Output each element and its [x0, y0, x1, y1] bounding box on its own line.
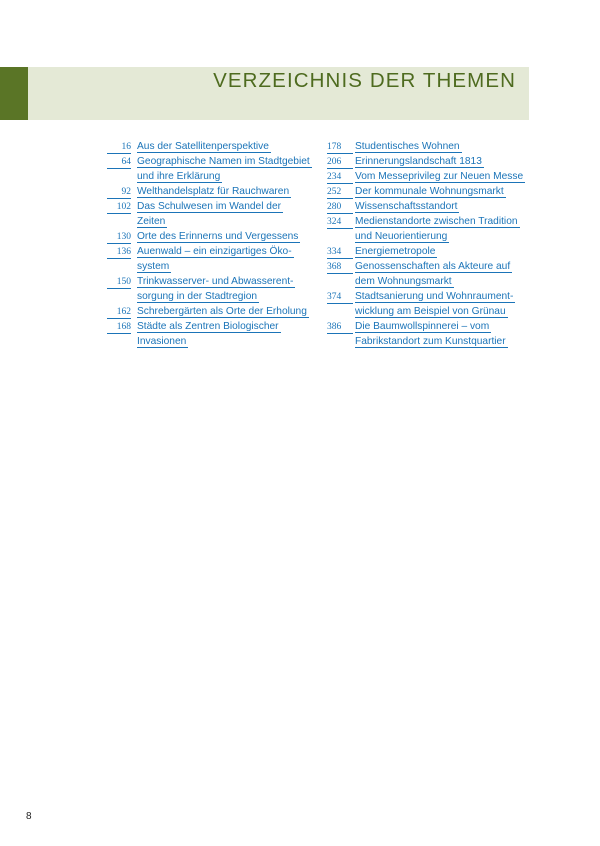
- toc-entry-title-text: Vom Messeprivileg zur Neuen Messe: [355, 171, 524, 182]
- toc-entry-title-text: Studentisches Wohnen: [355, 141, 460, 152]
- toc-entry-title-line: [355, 304, 530, 319]
- toc-entry-title-line: [355, 214, 530, 229]
- page-number: 8: [26, 811, 32, 822]
- toc-entry-title-text: und ihre Erklärung: [137, 171, 221, 182]
- toc-entry-title-line: [137, 229, 317, 244]
- toc-page-number: 16: [107, 139, 131, 154]
- toc-entry-title-text: Erinnerungslandschaft 1813: [355, 156, 482, 167]
- toc-entry-title-text: Medienstandorte zwischen Tradition: [355, 216, 518, 227]
- toc-column-left: [107, 139, 317, 349]
- toc-entry-title-line: [355, 289, 530, 304]
- toc-page-number: 92: [107, 184, 131, 199]
- toc-entry-title-line: [355, 334, 530, 349]
- toc-entry-title-line: [355, 169, 530, 184]
- toc-entry[interactable]: [107, 199, 317, 229]
- toc-entry-title-line: [137, 199, 317, 214]
- toc-entry-title-text: Invasionen: [137, 336, 187, 347]
- toc-page-number: 252: [327, 184, 353, 199]
- toc-entry-title-line: [137, 289, 317, 304]
- toc-page-number: 168: [107, 319, 131, 334]
- toc-entry[interactable]: [325, 214, 530, 244]
- toc-entry-title-line: [137, 154, 317, 169]
- toc-page-number: 102: [107, 199, 131, 214]
- toc-entry-title-line: [137, 169, 317, 184]
- toc-page-number: 64: [107, 154, 131, 169]
- toc-entry-title-text: und Neuorientierung: [355, 231, 448, 242]
- toc-entry-title-text: Trinkwasserver- und Abwasserent-: [137, 276, 294, 287]
- toc-entry-title-text: Stadtsanierung und Wohnraument-: [355, 291, 514, 302]
- toc-entry-title-text: Städte als Zentren Biologischer: [137, 321, 279, 332]
- toc-entry-title-line: [355, 199, 530, 214]
- toc-entry-title-text: Genossenschaften als Akteure auf: [355, 261, 511, 272]
- toc-entry-title-line: [355, 154, 530, 169]
- toc-entry-title-text: Schrebergärten als Orte der Erholung: [137, 306, 307, 317]
- toc-entry-title-text: wicklung am Beispiel von Grünau: [355, 306, 506, 317]
- toc-entry-title-line: [355, 139, 530, 154]
- toc-entry[interactable]: [107, 229, 317, 244]
- toc-entry[interactable]: [107, 319, 317, 349]
- toc-entry-title-text: Zeiten: [137, 216, 166, 227]
- toc-entry-title-line: [355, 229, 530, 244]
- toc-entry-title-line: [355, 274, 530, 289]
- toc-entry-title-line: [137, 274, 317, 289]
- toc-page-number: 234: [327, 169, 353, 184]
- toc-entry-title-text: Fabrikstandort zum Kunstquartier: [355, 336, 506, 347]
- toc-entry-title-line: [355, 184, 530, 199]
- toc-entry-title-text: Orte des Erinnerns und Vergessens: [137, 231, 299, 242]
- toc-page-number: 368: [327, 259, 353, 274]
- toc-entry[interactable]: [107, 304, 317, 319]
- toc-entry-title-line: [355, 259, 530, 274]
- toc-entry[interactable]: [325, 139, 530, 154]
- toc-page-number: 178: [327, 139, 353, 154]
- toc-entry-title-line: [355, 244, 530, 259]
- toc-column-right: [325, 139, 530, 349]
- toc-entry-title-line: [137, 244, 317, 259]
- toc-entry[interactable]: [107, 244, 317, 274]
- toc-entry-title-line: [137, 304, 317, 319]
- toc-page-number: 386: [327, 319, 353, 334]
- toc-entry-title-line: [137, 334, 317, 349]
- toc-page-number: 162: [107, 304, 131, 319]
- toc-entry[interactable]: [107, 184, 317, 199]
- toc-entry[interactable]: [325, 289, 530, 319]
- toc-entry[interactable]: [107, 154, 317, 184]
- toc-entry[interactable]: [325, 259, 530, 289]
- toc-entry[interactable]: [107, 274, 317, 304]
- toc-entry-title-text: system: [137, 261, 170, 272]
- toc-entry[interactable]: [325, 154, 530, 169]
- toc-entry-title-text: dem Wohnungsmarkt: [355, 276, 452, 287]
- toc-entry-title-line: [137, 139, 317, 154]
- toc-entry[interactable]: [325, 319, 530, 349]
- toc-entry[interactable]: [325, 199, 530, 214]
- toc-entry-title-line: [137, 319, 317, 334]
- toc-page-number: 280: [327, 199, 353, 214]
- toc-entry[interactable]: [325, 184, 530, 199]
- toc-entry-title-text: Energiemetropole: [355, 246, 436, 257]
- toc-entry-title-text: Der kommunale Wohnungsmarkt: [355, 186, 504, 197]
- toc-entry-title-text: Auenwald – ein einzigartiges Öko-: [137, 246, 292, 257]
- toc-entry-title-line: [137, 184, 317, 199]
- toc-entry-title-text: Wissenschaftsstandort: [355, 201, 458, 212]
- toc-entry-title-text: Geographische Namen im Stadtgebiet: [137, 156, 310, 167]
- toc-entry[interactable]: [325, 169, 530, 184]
- toc-entry-title-text: sorgung in der Stadtregion: [137, 291, 258, 302]
- toc-page-number: 136: [107, 244, 131, 259]
- toc-entry[interactable]: [325, 244, 530, 259]
- toc-page-number: 374: [327, 289, 353, 304]
- toc-entry-title-text: Aus der Satellitenperspektive: [137, 141, 269, 152]
- toc-entry-title-text: Welthandelsplatz für Rauchwaren: [137, 186, 290, 197]
- toc-entry-title-line: [137, 259, 317, 274]
- page-title: VERZEICHNIS DER THEMEN: [213, 69, 516, 92]
- toc-page-number: 130: [107, 229, 131, 244]
- toc-page-number: 324: [327, 214, 353, 229]
- toc-entry[interactable]: [107, 139, 317, 154]
- title-accent-bar: [0, 67, 28, 120]
- toc-page-number: 150: [107, 274, 131, 289]
- toc-entry-title-line: [137, 214, 317, 229]
- toc-entry-title-line: [355, 319, 530, 334]
- toc-page-number: 334: [327, 244, 353, 259]
- toc-entry-title-text: Das Schulwesen im Wandel der: [137, 201, 282, 212]
- toc-entry-title-text: Die Baumwollspinnerei – vom: [355, 321, 490, 332]
- toc-page-number: 206: [327, 154, 353, 169]
